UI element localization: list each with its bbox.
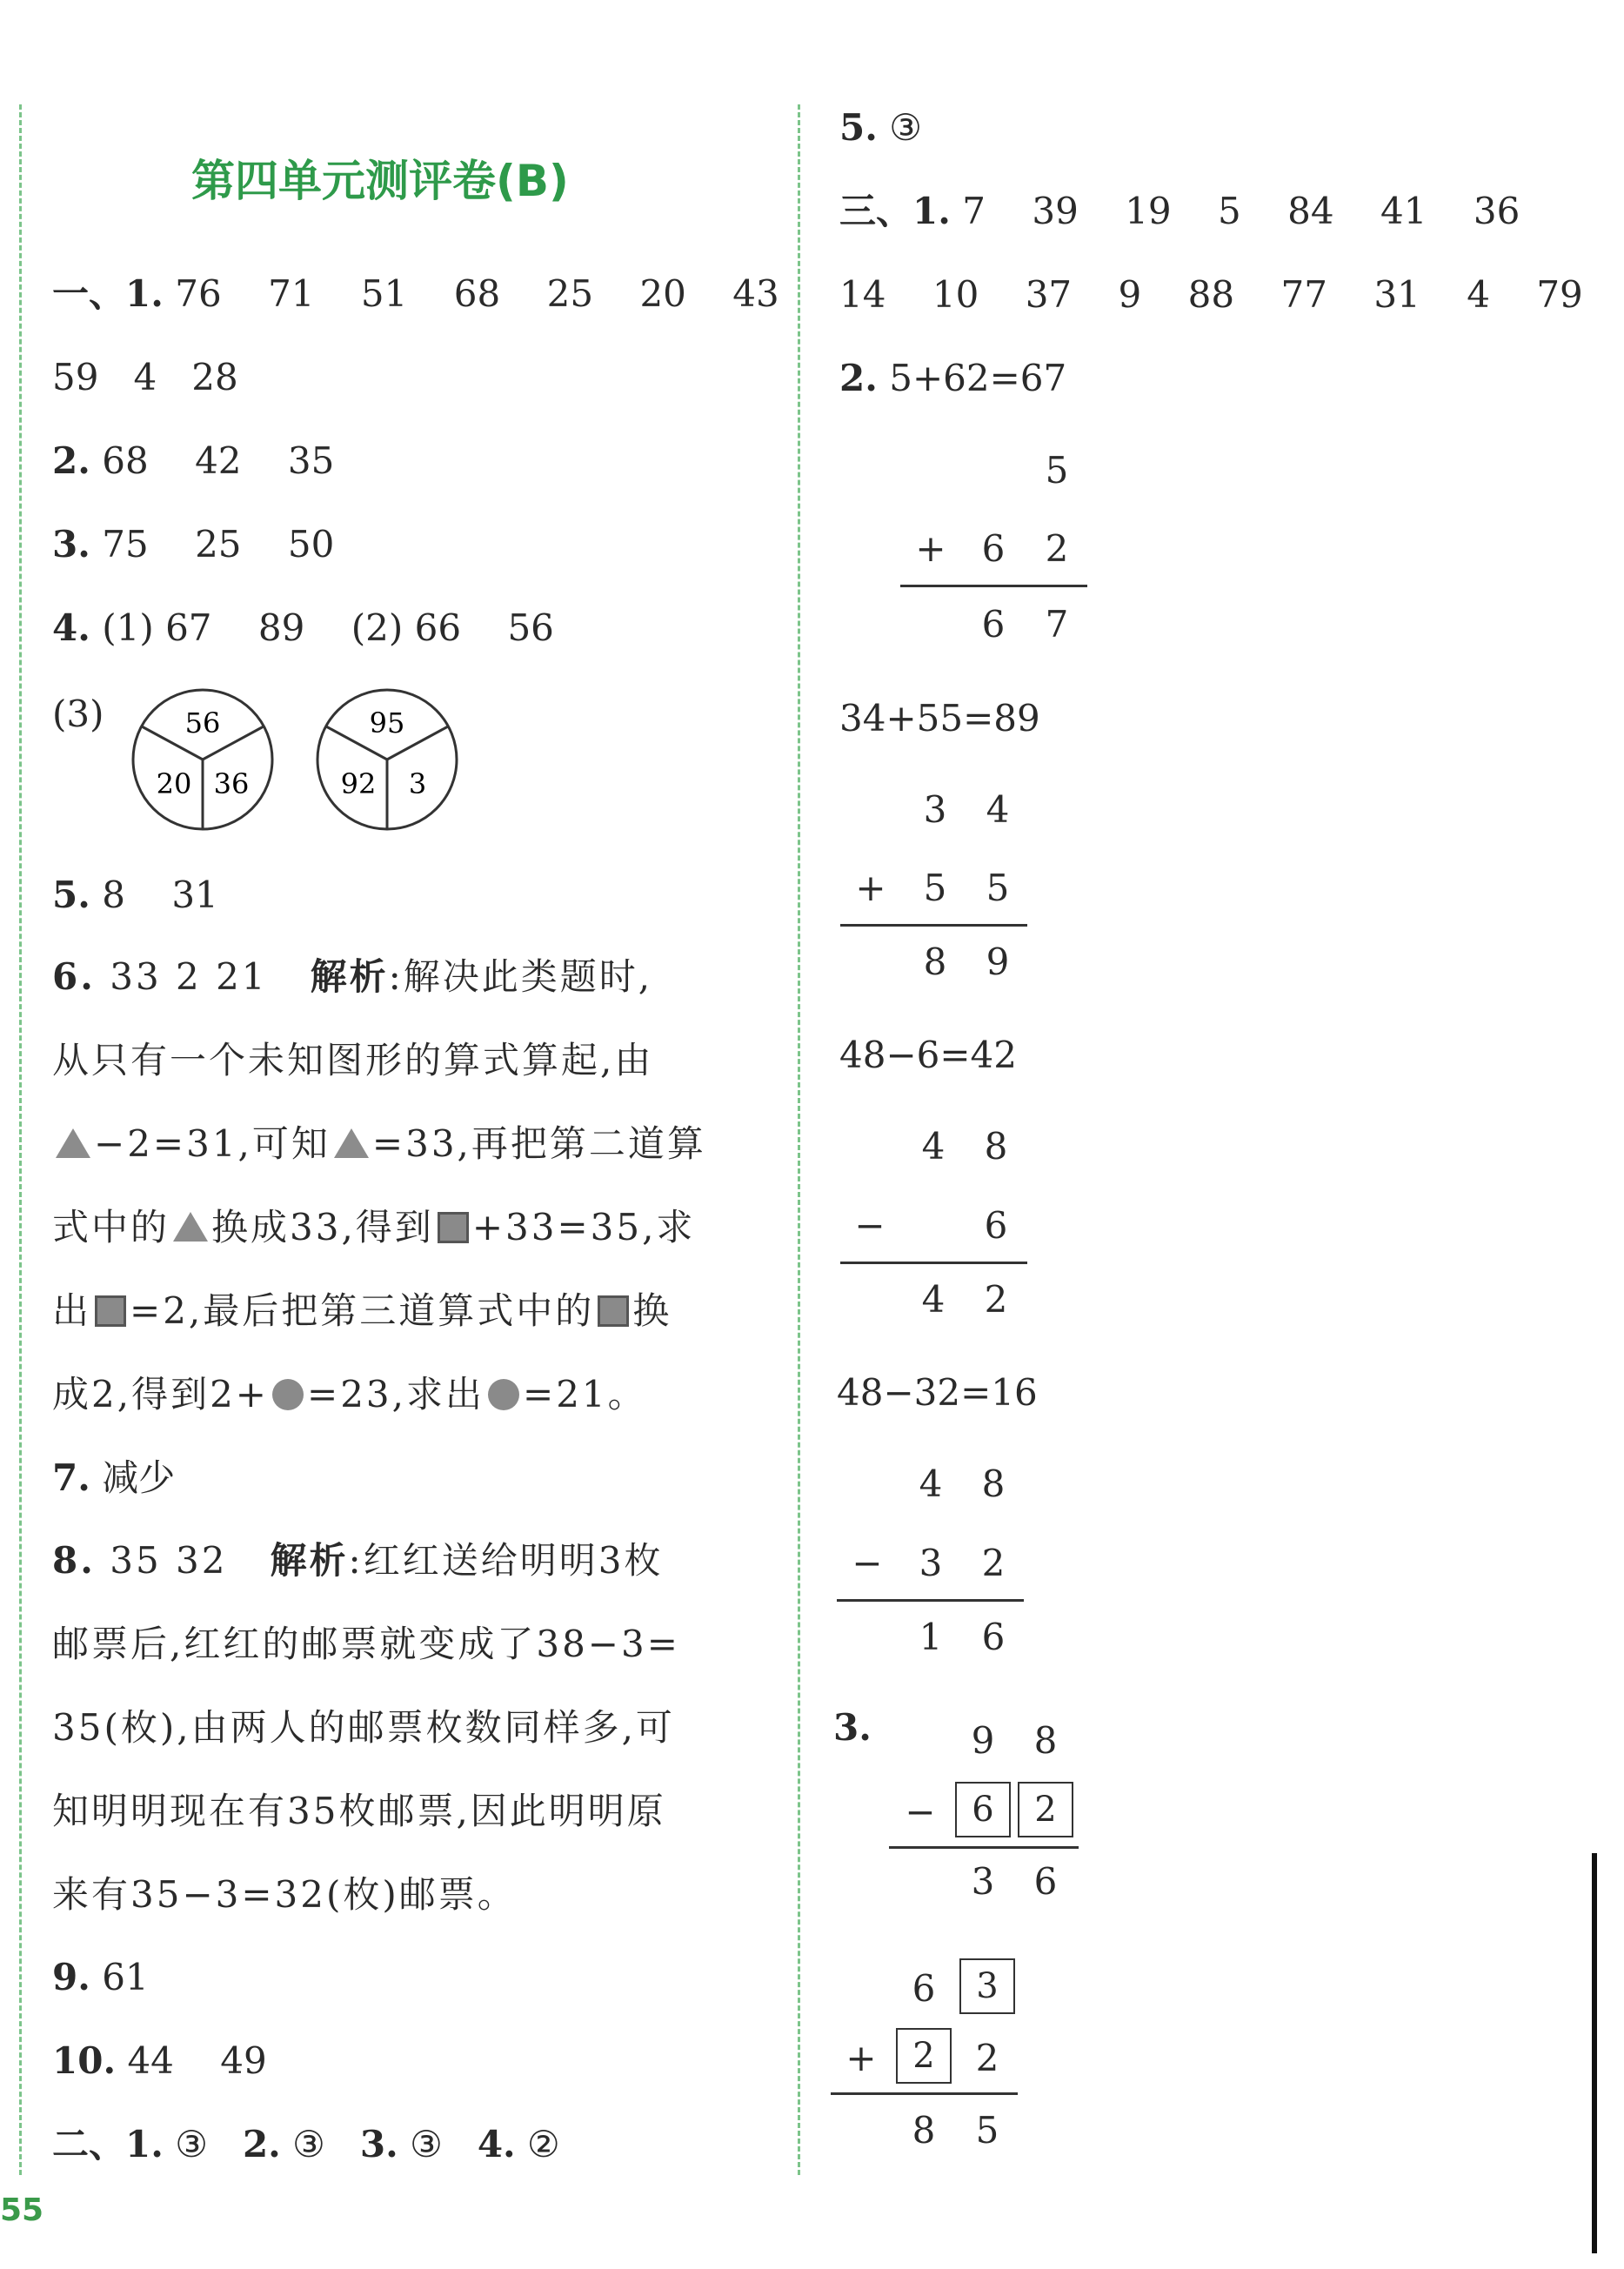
v5-r1-tens: 9 [971, 1719, 995, 1762]
q6-text-d1: 式中的 [52, 1206, 170, 1248]
q6-block [52, 935, 774, 1436]
v4-r2-ones: 2 [981, 1542, 1006, 1584]
v3-res-tens: 4 [921, 1278, 946, 1321]
q3-line [52, 523, 335, 566]
q10-label: 10. [52, 2039, 117, 2082]
square-icon [95, 1295, 126, 1327]
q9-label: 9. [52, 1956, 90, 1998]
v2-r2-ones: 5 [986, 867, 1010, 909]
sec2-answer-2: ③ [292, 2123, 325, 2165]
v3-r2-ones: 6 [984, 1204, 1008, 1247]
v4-r1-tens: 4 [919, 1462, 943, 1505]
v5-box-ones: 2 [1018, 1782, 1073, 1837]
page-title: 第四单元测评卷(B) [191, 156, 569, 206]
q8-line4: 知明明现在有35枚邮票,因此明明原 [52, 1790, 666, 1832]
triangle-icon [334, 1128, 369, 1158]
q6-text-f1: 成2,得到2+ [52, 1373, 269, 1416]
square-icon [438, 1212, 469, 1243]
v5-res-tens: 3 [971, 1860, 995, 1903]
q6-answers: 33 2 21 [110, 955, 268, 998]
v3-r1-ones: 8 [984, 1125, 1008, 1168]
page-edge-bar [1592, 1853, 1597, 2253]
q6-text-f2: =23,求出 [307, 1373, 485, 1416]
q6-line5 [52, 1269, 774, 1353]
s3-answers-1: 7 39 19 5 84 41 36 [962, 190, 1520, 232]
q7-label: 7. [52, 1456, 90, 1499]
page-number: 55 [0, 2192, 44, 2228]
triangle-icon [56, 1128, 90, 1158]
q8-line5: 来有35−3=32(枚)邮票。 [52, 1873, 517, 1916]
q7-answer: 减少 [102, 1456, 176, 1499]
v2-r2-tens: 5 [923, 867, 947, 909]
sec2-label-2: 2. [242, 2123, 281, 2165]
left-margin-line [19, 104, 22, 2175]
square-icon [598, 1295, 629, 1327]
circle2-part-right: 3 [408, 767, 427, 800]
r5-label: 5. [839, 106, 878, 149]
v2-operator: + [855, 867, 886, 909]
circle2-whole: 95 [369, 706, 405, 740]
s3-line2: 14 10 37 9 88 77 31 4 79 [839, 273, 1583, 316]
q8-line1 [52, 1519, 774, 1603]
q3-answers: 75 25 50 [102, 523, 335, 566]
q10-answers: 44 49 [127, 2039, 267, 2082]
v6-res-ones: 5 [975, 2109, 999, 2152]
v2-res-tens: 8 [923, 940, 947, 983]
s3-line1 [839, 190, 1520, 232]
circle-icon [488, 1379, 519, 1410]
q6-text-c2: =33,再把第二道算 [371, 1122, 706, 1165]
q6-text-a: :解决此类题时, [388, 955, 653, 998]
part-whole-circles [122, 687, 470, 844]
s3-label: 三、1. [839, 190, 951, 232]
v5-r1-ones: 8 [1033, 1719, 1058, 1762]
q5-label: 5. [52, 873, 90, 916]
q1-answers-1: 76 71 51 68 25 20 43 [175, 272, 779, 315]
r5-line [839, 106, 922, 149]
circle-diagram-2 [317, 690, 457, 829]
v5-rule [889, 1846, 1079, 1849]
q6-line4 [52, 1186, 774, 1269]
q7-line [52, 1456, 176, 1499]
q4-line [52, 606, 554, 649]
sec2-label-3: 3. [359, 2123, 398, 2165]
v6-r2-ones: 2 [975, 2037, 999, 2079]
q6-line1 [52, 935, 774, 1019]
equation-4: 48−32=16 [837, 1371, 1038, 1414]
q6-text-e3: 换 [632, 1289, 672, 1332]
section2-line [52, 2123, 560, 2165]
s3q3-label: 3. [833, 1706, 872, 1749]
q5-answers: 8 31 [102, 873, 218, 916]
q6-text-e1: 出 [52, 1289, 92, 1332]
q4-sub3-label: (3) [52, 693, 104, 735]
r5-answer: ③ [889, 106, 922, 149]
q4-answers: (1) 67 89 (2) 66 56 [102, 606, 554, 649]
q8-analysis-label: 解析 [270, 1539, 349, 1582]
column-divider [798, 104, 800, 2175]
q1-label: 一、1. [52, 272, 164, 315]
q6-line6 [52, 1353, 774, 1436]
v2-r1-tens: 3 [923, 788, 947, 831]
s3q2-label: 2. [839, 357, 878, 399]
v4-res-ones: 6 [981, 1616, 1006, 1658]
q9-answer: 61 [102, 1956, 149, 1998]
equation-3: 48−6=42 [839, 1034, 1017, 1076]
v2-rule [840, 924, 1027, 927]
v6-box-ones: 3 [959, 1958, 1015, 2014]
q6-text-f3: =21。 [523, 1373, 647, 1416]
v3-rule [840, 1262, 1027, 1264]
q6-line3 [52, 1102, 774, 1186]
v5-res-ones: 6 [1033, 1860, 1058, 1903]
q4-label: 4. [52, 606, 90, 649]
v1-r2-ones: 2 [1045, 527, 1069, 570]
q1-line2: 59 4 28 [52, 356, 238, 398]
sec2-label-4: 4. [477, 2123, 516, 2165]
circle2-part-left: 92 [340, 767, 377, 800]
q2-line [52, 439, 335, 482]
q8-text-a: :红红送给明明3枚 [348, 1539, 664, 1582]
circle-diagram-1 [133, 690, 272, 829]
circle1-whole: 56 [184, 706, 221, 740]
q6-line2: 从只有一个未知图形的算式算起,由 [52, 1039, 654, 1081]
v2-r1-ones: 4 [986, 788, 1010, 831]
sec2-label: 二、1. [52, 2123, 164, 2165]
q6-text-d3: +33=35,求 [471, 1206, 696, 1248]
q6-analysis-label: 解析 [310, 955, 389, 998]
v1-res-ones: 7 [1045, 603, 1069, 646]
v4-rule [837, 1599, 1024, 1602]
q9-line [52, 1956, 149, 1998]
v1-r2-tens: 6 [981, 527, 1006, 570]
q10-line [52, 2039, 267, 2082]
v4-res-tens: 1 [919, 1616, 943, 1658]
sec2-answer-4: ② [527, 2123, 560, 2165]
sec2-answer-1: ③ [175, 2123, 208, 2165]
circle1-part-left: 20 [156, 767, 192, 800]
v4-r1-ones: 8 [981, 1462, 1006, 1505]
q1-line1 [52, 272, 779, 315]
v3-operator: − [854, 1204, 886, 1247]
circle1-part-right: 36 [213, 767, 250, 800]
q8-answers: 35 32 [110, 1539, 228, 1582]
q6-text-c1: −2=31,可知 [94, 1122, 331, 1165]
q3-label: 3. [52, 523, 90, 566]
q2-answers: 68 42 35 [102, 439, 335, 482]
v6-r1-tens: 6 [912, 1967, 936, 2010]
v1-rule [900, 585, 1087, 587]
v1-res-tens: 6 [981, 603, 1006, 646]
q8-block [52, 1519, 774, 1937]
equation-2: 34+55=89 [839, 697, 1040, 740]
q6-text-e2: =2,最后把第三道算式中的 [130, 1289, 595, 1332]
q8-line3: 35(枚),由两人的邮票枚数同样多,可 [52, 1706, 675, 1749]
v5-box-tens: 6 [955, 1782, 1011, 1837]
q8-label: 8. [52, 1539, 96, 1582]
v6-res-tens: 8 [912, 2109, 936, 2152]
q6-text-d2: 换成33,得到 [211, 1206, 434, 1248]
sec2-answer-3: ③ [410, 2123, 443, 2165]
v3-r1-tens: 4 [921, 1125, 946, 1168]
v1-operator: + [915, 527, 946, 570]
v5-operator: − [905, 1790, 936, 1833]
v6-rule [831, 2092, 1018, 2095]
q8-line2: 邮票后,红红的邮票就变成了38−3= [52, 1623, 680, 1665]
triangle-icon [173, 1212, 208, 1242]
v3-res-ones: 2 [984, 1278, 1008, 1321]
v6-operator: + [845, 2037, 877, 2079]
q6-label: 6. [52, 955, 96, 998]
circle-icon [272, 1379, 304, 1410]
v2-res-ones: 9 [986, 940, 1010, 983]
v6-box-tens: 2 [896, 2028, 952, 2084]
q2-label: 2. [52, 439, 90, 482]
q5-line [52, 873, 218, 916]
v1-r1-ones: 5 [1045, 449, 1069, 492]
equation-1: 5+62=67 [889, 357, 1067, 399]
v4-r2-tens: 3 [919, 1542, 943, 1584]
v4-operator: − [852, 1542, 883, 1584]
s3q2-line [839, 357, 1067, 399]
